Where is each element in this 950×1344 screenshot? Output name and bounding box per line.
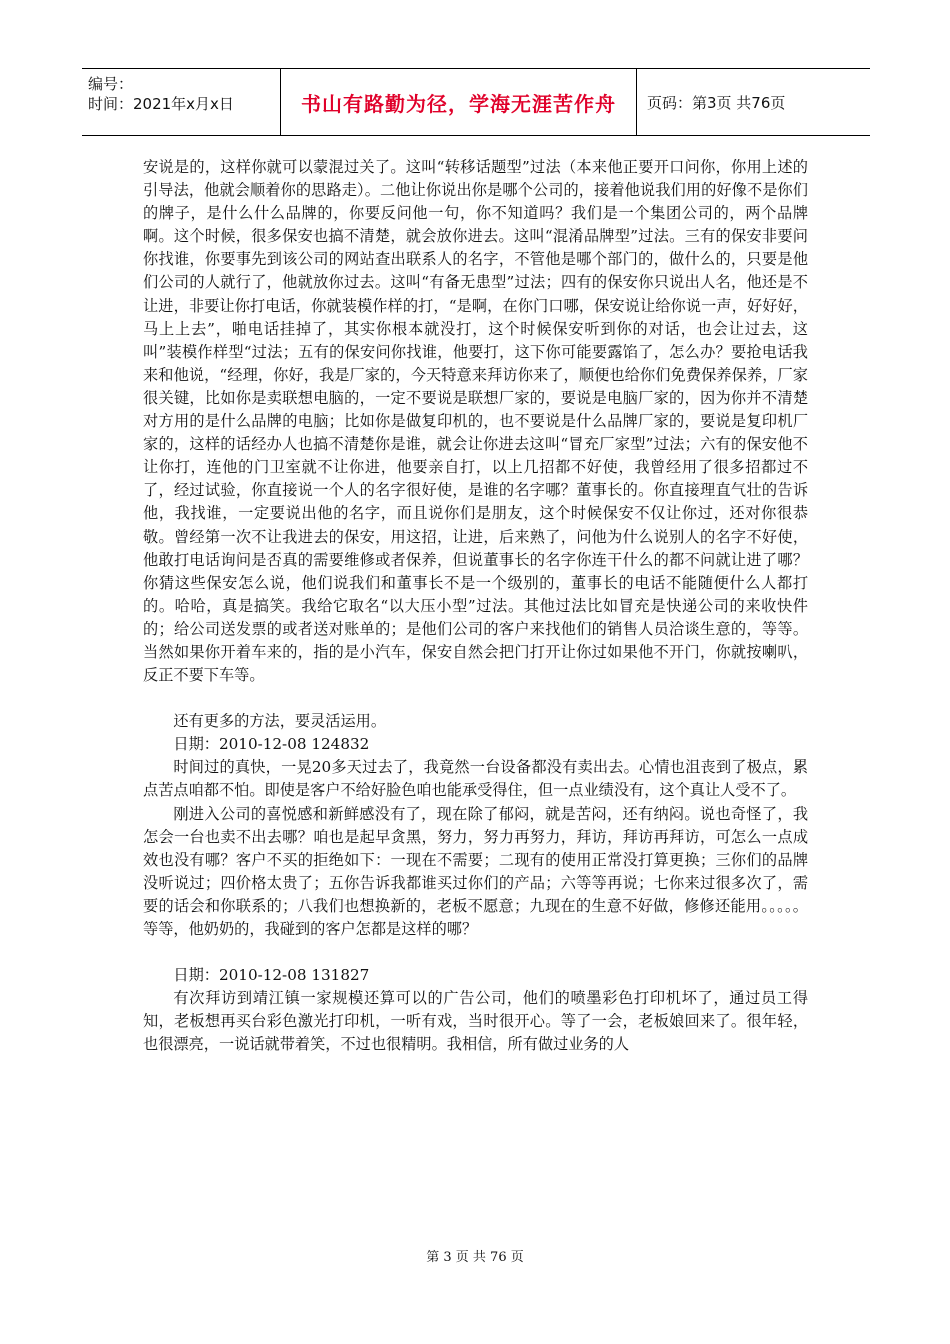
entry-date-2: 日期：2010-12-08 131827 [173, 966, 370, 985]
page-footer: 第 3 页 共 76 页 [426, 1250, 524, 1265]
header-page-cell [637, 69, 870, 135]
page-header [82, 68, 870, 136]
document-code: 编号： [88, 75, 134, 93]
header-motto: 书山有路勤为径，学海无涯苦作舟 [301, 91, 616, 116]
document-body [143, 156, 808, 1056]
paragraph-4: 刚进入公司的喜悦感和新鲜感没有了，现在除了郁闷，就是苦闷，还有纳闷。说也奇怪了，我怎会一台也卖不出去哪？咱也是起早贪黑，努力，努力再努力，拜访，拜访再拜访，可怎么一点成效也没有哪？客户不买的拒绝如下：一现在不需要；二现有的使用正常没打算更换；三你们的品牌没听说过；四价格太贵了；五你告诉我都谁买过你们的产品；六等等再说；七你来过很多次了，需要的话会和你联系的；八我们也想换新的，老板不愿意；九现在的生意不好做，修修还能用。。。。。等等，他奶奶的，我碰到的客户怎都是这样的哪？ [143, 804, 808, 938]
header-motto-cell [281, 69, 637, 135]
entry-date-1: 日期：2010-12-08 124832 [173, 735, 370, 754]
paragraph-2: 还有更多的方法，要灵活运用。 [173, 712, 387, 731]
paragraph-3: 时间过的真快，一晃20多天过去了，我竟然一台设备都没有卖出去。心情也沮丧到了极点，累点苦点咱都不怕。即使是客户不给好脸色咱也能承受得住，但一点业绩没有，这个真让人受不了。 [143, 758, 808, 800]
paragraph-5: 有次拜访到靖江镇一家规模还算可以的广告公司，他们的喷墨彩色打印机坏了，通过员工得知，老板想再买台彩色激光打印机，一听有戏，当时很开心。等了一会，老板娘回来了。很年轻，也很漂亮，一说话就带着笑，不过也很精明。我相信，所有做过业务的人 [143, 989, 808, 1054]
paragraph-1: 安说是的，这样你就可以蒙混过关了。这叫“转移话题型”过法（本来他正要开口问你，你用上述的引导法，他就会顺着你的思路走）。二他让你说出你是哪个公司的，接着他说我们用的好像不是你们的牌子，是什么什么品牌的，你要反问他一句，你不知道吗？我们是一个集团公司的，两个品牌啊。这个时候，很多保安也搞不清楚，就会放你进去。这叫“混淆品牌型”过法。三有的保安非要问你找谁，你要事先到该公司的网站查出联系人的名字，不管他是哪个部门的，做什么的，只要是他们公司的人就行了，他就放你过去。这叫“有备无患型”过法；四有的保安你只说出人名，他还是不让进，非要让你打电话，你就装模作样的打，“是啊，在你门口哪，保安说让给你说一声，好好好，马上上去”，啪电话挂掉了，其实你根本就没打，这个时候保安听到你的对话，也会让过去，这叫”装模作样型“过法；五有的保安问你找谁，他要打，这下你可能要露馅了，怎么办？要抢电话我来和他说，“经理，你好，我是厂家的，今天特意来拜访你来了，顺便也给你们免费保养保养，厂家很关键，比如你是卖联想电脑的，一定不要说是联想厂家的，要说是电脑厂家的，因为你并不清楚对方用的是什么品牌的电脑；比如你是做复印机的，也不要说是什么品牌厂家的，要说是复印机厂家的，这样的话经办人也搞不清楚你是谁，就会让你进去这叫“冒充厂家型”过法；六有的保安他不让你打，连他的门卫室就不让你进，他要亲自打，以上几招都不好使，我曾经用了很多招都过不了，经过试验，你直接说一个人的名字很好使，是谁的名字哪？董事长的。你直接理直气壮的告诉他，我找谁，一定要说出他的名字，而且说你们是朋友，这个时候保安不仅让你过，还对你很恭敬。曾经第一次不让我进去的保安，用这招，让进，后来熟了，问他为什么说别人的名字不好使，他敢打电话询问是否真的需要维修或者保养，但说董事长的名字你连干什么的都不问就让进了哪？你猜这些保安怎么说，他们说我们和董事长不是一个级别的，董事长的电话不能随便什么人都打的。哈哈，真是搞笑。我给它取名“以大压小型”过法。其他过法比如冒充是快递公司的来收快件的；给公司送发票的或者送对账单的；是他们公司的客户来找他们的销售人员洽谈生意的，等等。当然如果你开着车来的，指的是小汽车，保安自然会把门打开让你过如果他不开门，你就按喇叭，反正不要下车等。 [143, 158, 808, 685]
header-page-info: 页码：第3页 共76页 [647, 93, 786, 112]
header-meta-cell [82, 69, 281, 135]
document-date: 时间：2021年x月x日 [88, 95, 234, 113]
